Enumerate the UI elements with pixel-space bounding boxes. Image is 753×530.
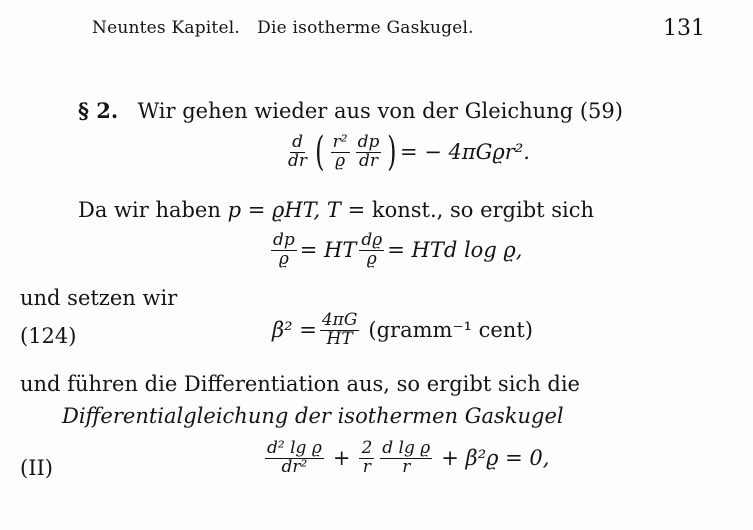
section-intro-line	[78, 98, 623, 123]
equation-label-124: (124)	[20, 324, 77, 348]
left-paren: (	[315, 129, 325, 175]
right-paren: )	[387, 129, 397, 175]
equation-heading: Differentialgleichung der isothermen Gaskugel	[62, 404, 564, 428]
fraction-r2-rho: $\frac{\text{r²}}{ϱ}$	[332, 131, 348, 171]
section-intro-text: Wir gehen wieder aus von der Gleichung (59)	[137, 99, 623, 123]
line-und-fuehren: und führen die Differentiation aus, so ergibt sich die	[20, 372, 580, 396]
equation-label-II: (II)	[20, 456, 53, 480]
units: (gramm⁻¹ cent)	[368, 318, 533, 343]
chapter-title: Die isotherme Gaskugel.	[257, 18, 474, 38]
fraction-d-dr: $\frac{d}{dr}$	[288, 131, 308, 171]
fraction-drho-rho: $\frac{dϱ}{ϱ}$	[361, 230, 383, 269]
equation-II: $\frac{\text{d² lg ϱ}}{\text{dr²}}$ + $\frac{2}{r}$ $\frac{\text{d lg ϱ}}{r}$ + β²ϱ = 0,	[267, 438, 550, 477]
line-da-wir-haben: Da wir haben p = ϱHT, T = konst., so ergibt sich	[78, 198, 595, 222]
fraction-4piG-HT: $\frac{4\pi G}{HT}$	[321, 310, 358, 349]
fraction-dlgrho-r: $\frac{\text{d lg ϱ}}{r}$	[382, 438, 431, 477]
page-number: 131	[663, 16, 705, 41]
fraction-2-r: $\frac{2}{r}$	[361, 438, 373, 477]
equation-rhs: = − 4πGϱr².	[399, 140, 530, 164]
inline-formula: p = ϱHT, T	[227, 198, 341, 222]
fraction-dp-dr: $\frac{dp}{dr}$	[357, 131, 380, 171]
equation-124: β² = $\frac{4\pi G}{HT}$ (gramm⁻¹ cent)	[272, 310, 533, 349]
fraction-d2lgrho-dr2: $\frac{\text{d² lg ϱ}}{\text{dr²}}$	[267, 438, 322, 477]
section-label: § 2.	[78, 98, 119, 123]
fraction-dp-rho: $\frac{dp}{ϱ}$	[273, 230, 295, 269]
equation-59	[283, 129, 530, 175]
chapter-label: Neuntes Kapitel.	[92, 18, 240, 38]
equation-dp-rho: $\frac{dp}{ϱ}$ = HT $\frac{dϱ}{ϱ}$ = HTd log ϱ,	[273, 230, 523, 269]
running-header	[92, 18, 474, 38]
line-und-setzen-wir: und setzen wir	[20, 286, 178, 310]
